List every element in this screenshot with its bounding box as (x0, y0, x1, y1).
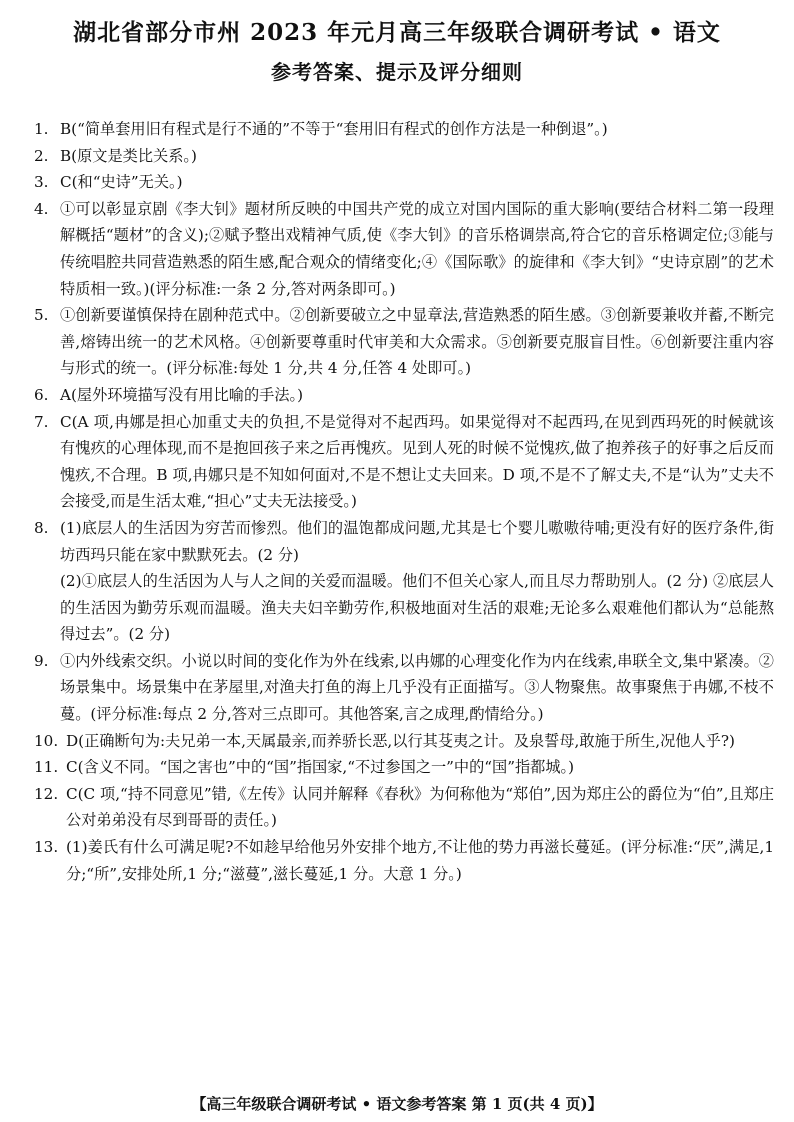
answer-number: 7. (34, 412, 49, 431)
answer-text: D(正确断句为:夫兄弟一本,天属最亲,而养骄长恶,以行其芟夷之计。及泉誓母,敢施于所生,况他人乎?) (66, 731, 735, 750)
answer-item-4 (34, 196, 774, 302)
answer-number: 13. (34, 838, 59, 857)
answer-number: 11. (34, 758, 59, 777)
answer-item-5 (34, 302, 774, 382)
page-subtitle: 参考答案、提示及评分细则 (271, 60, 523, 84)
answer-item-3 (34, 169, 774, 196)
answer-number: 6. (34, 385, 49, 404)
answer-text: B(原文是类比关系。) (60, 146, 197, 165)
answer-item-11 (34, 754, 774, 781)
page-footer: 【高三年级联合调研考试 • 语文参考答案 第 1 页(共 4 页)】 (191, 1095, 603, 1113)
answer-text: C(和“史诗”无关。) (60, 173, 183, 192)
answer-number: 2. (34, 146, 49, 165)
answer-item-9 (34, 648, 774, 728)
answer-number: 8. (34, 518, 49, 537)
answer-text: ①创新要谨慎保持在剧种范式中。②创新要破立之中显章法,营造熟悉的陌生感。③创新要兼收并蓄,不断完善,熔铸出统一的艺术风格。④创新要尊重时代审美和大众需求。⑤创新要克服盲目性。⑥创新要注重内容与形式的统一。(评分标准:每处 1 分,共 4 分,任答 4 处即可。) (60, 306, 774, 378)
answer-text: C(C 项,“持不同意见”错,《左传》认同并解释《春秋》为何称他为“郑伯”,因为郑庄公的爵位为“伯”,且郑庄公对弟弟没有尽到哥哥的责任。) (66, 784, 774, 830)
answer-number: 9. (34, 651, 49, 670)
answer-text: C(含义不同。“国之害也”中的“国”指国家,“不过参国之一”中的“国”指都城。) (66, 758, 575, 777)
answer-subtext: (2)①底层人的生活因为人与人之间的关爱而温暖。他们不但关心家人,而且尽力帮助别人。(2 分) ②底层人的生活因为勤劳乐观而温暖。渔夫夫妇辛勤劳作,积极地面对生活的艰难;无论多么艰难他们都认为“总能熬得过去”。(2 分) (60, 572, 774, 644)
answer-number: 1. (34, 120, 49, 138)
answer-text: ①内外线索交织。小说以时间的变化作为外在线索,以冉娜的心理变化作为内在线索,串联全文,集中紧凑。②场景集中。场景集中在茅屋里,对渔夫打鱼的海上几乎没有正面描写。③人物聚焦。故事聚焦于冉娜,不枝不蔓。(评分标准:每点 2 分,答对三点即可。其他答案,言之成理,酌情给分。) (60, 651, 774, 724)
answer-item-8 (34, 515, 774, 648)
answer-number: 5. (34, 306, 49, 325)
answer-number: 3. (34, 173, 49, 192)
answer-item-6 (34, 382, 774, 409)
answer-text: (1)姜氏有什么可满足呢?不如趁早给他另外安排个地方,不让他的势力再滋长蔓延。(评分标准:“厌”,满足,1 分;“所”,安排处所,1 分;“滋蔓”,滋长蔓延,1 分。大意 1 分。) (66, 838, 774, 883)
answer-item-10 (34, 728, 774, 755)
answer-text: (1)底层人的生活因为穷苦而惨烈。他们的温饱都成问题,尤其是七个婴儿嗷嗷待哺;更没有好的医疗条件,街坊西玛只能在家中默默死去。(2 分) (60, 518, 774, 564)
answer-list (34, 116, 774, 887)
answer-item-2 (34, 143, 774, 170)
answer-item-13 (34, 834, 774, 887)
answer-item-12 (34, 781, 774, 834)
answer-number: 4. (34, 199, 49, 218)
answer-text: C(A 项,冉娜是担心加重丈夫的负担,不是觉得对不起西玛。如果觉得对不起西玛,在见到西玛死的时候就该有愧疚的心理体现,而不是抱回孩子来之后再愧疚。见到人死的时候不觉愧疚,做了抱养孩子的好事之后反而愧疚,不合理。B 项,冉娜只是不知如何面对,不是不想让丈夫回来。D 项,不是不了解丈夫,不是“认为”丈夫不会接受,而是生活太难,“担心”丈夫无法接受。) (60, 412, 774, 511)
page-title: 湖北省部分市州 2023 年元月高三年级联合调研考试 • 语文 (73, 19, 721, 46)
answer-number: 12. (34, 784, 59, 803)
answer-item-1 (34, 116, 774, 143)
answer-text: B(“简单套用旧有程式是行不通的”不等于“套用旧有程式的创作方法是一种倒退”。) (60, 120, 608, 138)
answer-text: ①可以彰显京剧《李大钊》题材所反映的中国共产党的成立对国内国际的重大影响(要结合材料二第一段理解概括“题材”的含义);②赋予整出戏精神气质,使《李大钊》的音乐格调崇高,符合它的音乐格调定位;③能与传统唱腔共同营造熟悉的陌生感,配合观众的情绪变化;④《国际歌》的旋律和《李大钊》“史诗京剧”的艺术特质相一致。)(评分标准:一条 2 分,答对两条即可。) (60, 199, 774, 298)
answer-item-7 (34, 409, 774, 515)
answer-text: A(屋外环境描写没有用比喻的手法。) (60, 385, 304, 404)
answer-number: 10. (34, 731, 59, 750)
